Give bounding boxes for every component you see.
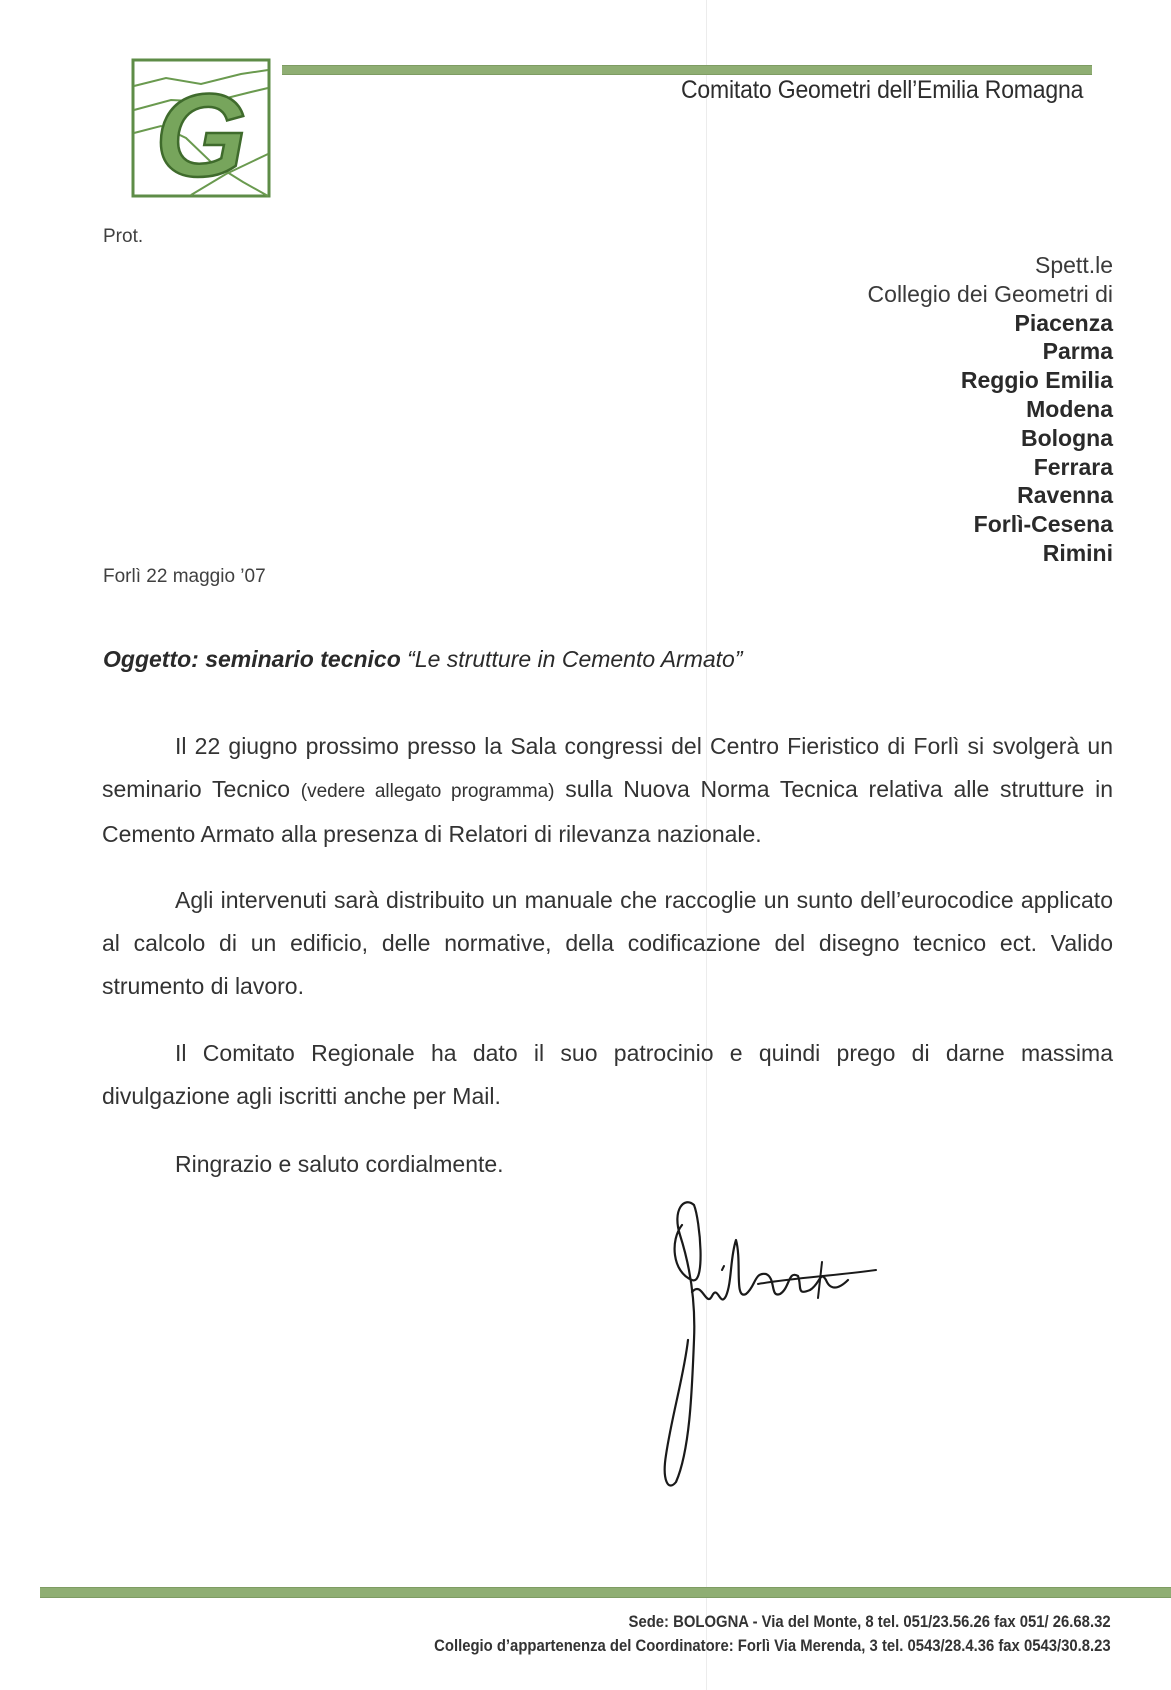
- recipient-city: Modena: [1026, 395, 1113, 422]
- p4-text: Ringrazio e saluto cordialmente.: [175, 1151, 504, 1177]
- p1-attachment-note: (vedere allegato programma): [300, 781, 555, 802]
- p2-text: Agli intervenuti sarà distribuito un manuale che raccoglie un sunto dell’eurocodice applicato al calcolo di un edificio, delle normative, della codificazione del disegno tecnico ect. Valido strumento di lavoro.: [102, 887, 1113, 999]
- recipient-block: [868, 251, 1113, 568]
- letter-date: Forlì 22 maggio ’07: [103, 566, 266, 587]
- committee-logo: [131, 58, 271, 198]
- p1-text-a: Il 22 giugno prossimo presso la Sala congressi del Centro Fieristico di Forlì si svolgerà un seminario Tecnico: [102, 733, 1113, 802]
- footer-rule: [40, 1587, 1171, 1598]
- recipient-city: Parma: [1042, 338, 1113, 365]
- subject-label: Oggetto: seminario tecnico: [103, 646, 401, 672]
- recipient-city: Piacenza: [1014, 309, 1113, 336]
- handwritten-signature: [662, 1200, 894, 1490]
- recipient-city: Bologna: [1021, 424, 1113, 451]
- subject-line: [103, 646, 743, 673]
- body-paragraph-1: [102, 725, 1113, 856]
- recipient-city: Reggio Emilia: [960, 367, 1113, 394]
- closing-line: [102, 1143, 1113, 1186]
- protocol-label: Prot.: [103, 226, 144, 247]
- recipient-city: Ravenna: [1017, 482, 1113, 509]
- subject-title: “Le strutture in Cemento Armato”: [407, 646, 743, 672]
- recipient-city: Rimini: [1042, 539, 1113, 566]
- committee-name: Comitato Geometri dell’Emilia Romagna: [680, 76, 1083, 104]
- footer-coordinator: Collegio d’appartenenza del Coordinatore: Forlì Via Merenda, 3 tel. 0543/28.4.36 fax 0543/30.8.23: [434, 1637, 1111, 1655]
- svg-text:G: G: [155, 70, 247, 198]
- salutation: Spett.le: [1035, 252, 1113, 278]
- recipient-organization: Collegio dei Geometri di: [867, 280, 1113, 307]
- p1-text-b: sulla Nuova Norma Tecnica relativa alle strutture in Cemento Armato alla presenza di Relatori di rilevanza nazionale.: [102, 776, 1113, 847]
- body-paragraph-2: [102, 879, 1113, 1008]
- p3-text: Il Comitato Regionale ha dato il suo patrocinio e quindi prego di darne massima divulgazione agli iscritti anche per Mail.: [102, 1040, 1113, 1109]
- body-paragraph-3: [102, 1032, 1113, 1118]
- header-rule: [282, 65, 1092, 75]
- footer-headquarters: Sede: BOLOGNA - Via del Monte, 8 tel. 051/23.56.26 fax 051/ 26.68.32: [628, 1613, 1111, 1631]
- recipient-city: Forlì-Cesena: [973, 511, 1113, 538]
- recipient-city: Ferrara: [1033, 453, 1113, 480]
